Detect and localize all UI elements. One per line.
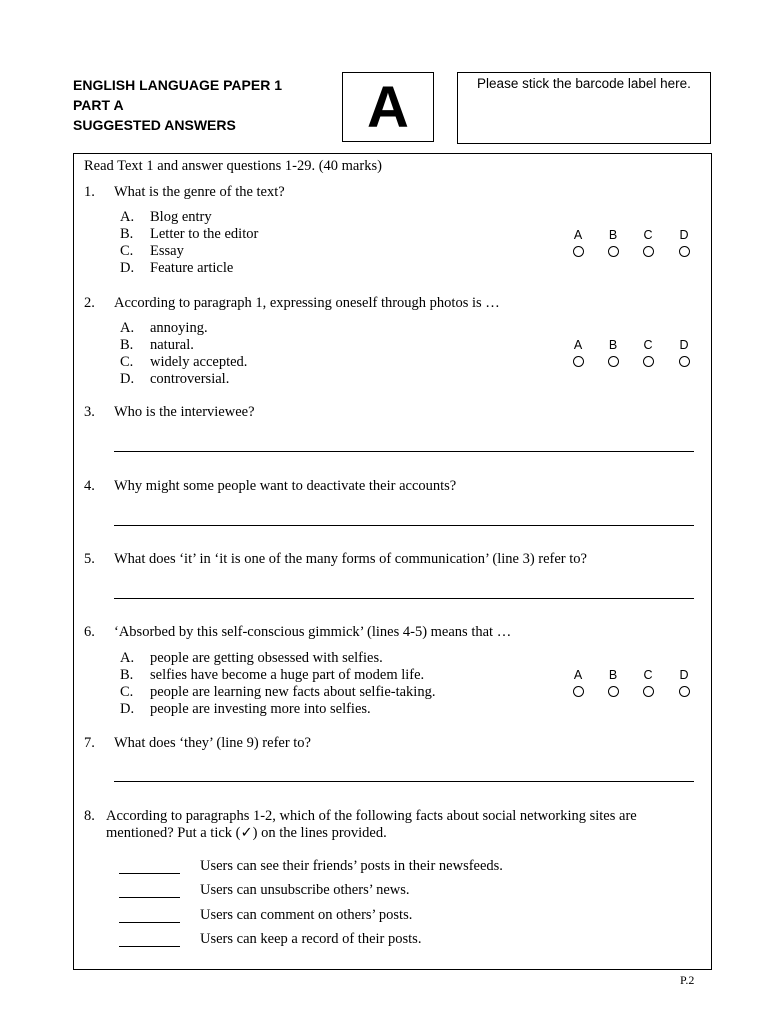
paper-title-line1: ENGLISH LANGUAGE PAPER 1 — [73, 77, 282, 93]
paper-version-box — [342, 72, 434, 142]
option-text: annoying. — [150, 320, 208, 336]
answer-bubble-b[interactable] — [608, 246, 619, 257]
bubble-label-c: C — [643, 228, 653, 242]
statement-text: Users can see their friends’ posts in their newsfeeds. — [200, 858, 503, 874]
answer-bubble-c[interactable] — [643, 686, 654, 697]
instructions: Read Text 1 and answer questions 1-29. (40 marks) — [84, 158, 382, 174]
question-number: 2. — [84, 295, 95, 311]
paper-title — [73, 75, 282, 135]
option-text: Feature article — [150, 260, 234, 276]
option-letter: A. — [120, 320, 135, 336]
answer-bubble-c[interactable] — [643, 246, 654, 257]
option-letter: C. — [120, 243, 134, 259]
option-text: natural. — [150, 337, 194, 353]
barcode-label-box — [457, 72, 711, 144]
question-text-line1: According to paragraphs 1-2, which of the following facts about social networking sites are — [106, 808, 637, 824]
question-number: 3. — [84, 404, 95, 420]
option-text: Letter to the editor — [150, 226, 259, 242]
tick-answer-line[interactable] — [119, 922, 180, 923]
barcode-label-text: Please stick the barcode label here. — [477, 76, 691, 91]
answer-bubble-a[interactable] — [573, 246, 584, 257]
answer-bubble-d[interactable] — [679, 686, 690, 697]
question-panel — [73, 153, 712, 970]
question-number: 1. — [84, 184, 95, 200]
answer-line[interactable] — [114, 451, 694, 452]
statement-text: Users can unsubscribe others’ news. — [200, 882, 410, 898]
bubble-label-b: B — [608, 228, 618, 242]
option-text: people are learning new facts about selfie-taking. — [150, 684, 436, 700]
answer-bubble-a[interactable] — [573, 686, 584, 697]
bubble-label-c: C — [643, 668, 653, 682]
option-letter: B. — [120, 667, 134, 683]
page-number: P.2 — [680, 973, 695, 987]
option-text: Essay — [150, 243, 184, 259]
answer-bubble-d[interactable] — [679, 356, 690, 367]
tick-answer-line[interactable] — [119, 897, 180, 898]
question-text: Why might some people want to deactivate their accounts? — [114, 478, 457, 494]
option-letter: D. — [120, 701, 135, 717]
option-letter: A. — [120, 650, 135, 666]
option-text: controversial. — [150, 371, 230, 387]
question-text: Who is the interviewee? — [114, 404, 255, 420]
tick-answer-line[interactable] — [119, 946, 180, 947]
option-letter: D. — [120, 371, 135, 387]
answer-bubble-b[interactable] — [608, 356, 619, 367]
bubble-label-d: D — [679, 228, 689, 242]
question-text-line2: mentioned? Put a tick (✓) on the lines provided. — [106, 825, 387, 841]
question-text: What does ‘they’ (line 9) refer to? — [114, 735, 311, 751]
question-number: 7. — [84, 735, 95, 751]
option-text: people are investing more into selfies. — [150, 701, 371, 717]
bubble-label-b: B — [608, 668, 618, 682]
question-text: According to paragraph 1, expressing oneself through photos is … — [114, 295, 500, 311]
question-number: 6. — [84, 624, 95, 640]
option-letter: A. — [120, 209, 135, 225]
option-letter: B. — [120, 337, 134, 353]
option-text: selfies have become a huge part of modem life. — [150, 667, 425, 683]
bubble-label-a: A — [573, 338, 583, 352]
answer-line[interactable] — [114, 525, 694, 526]
option-letter: D. — [120, 260, 135, 276]
paper-title-line3: SUGGESTED ANSWERS — [73, 117, 236, 133]
statement-text: Users can keep a record of their posts. — [200, 931, 422, 947]
answer-bubble-d[interactable] — [679, 246, 690, 257]
question-number: 4. — [84, 478, 95, 494]
option-text: Blog entry — [150, 209, 212, 225]
question-text: ‘Absorbed by this self-conscious gimmick’ (lines 4-5) means that … — [114, 624, 512, 640]
answer-line[interactable] — [114, 781, 694, 782]
option-letter: C. — [120, 354, 134, 370]
bubble-label-a: A — [573, 668, 583, 682]
bubble-label-c: C — [643, 338, 653, 352]
bubble-label-a: A — [573, 228, 583, 242]
option-letter: B. — [120, 226, 134, 242]
question-number: 5. — [84, 551, 95, 567]
question-text: What is the genre of the text? — [114, 184, 285, 200]
paper-version-letter: A — [367, 74, 409, 140]
paper-title-line2: PART A — [73, 97, 124, 113]
bubble-label-d: D — [679, 668, 689, 682]
tick-answer-line[interactable] — [119, 873, 180, 874]
bubble-label-d: D — [679, 338, 689, 352]
option-text: people are getting obsessed with selfies. — [150, 650, 383, 666]
bubble-label-b: B — [608, 338, 618, 352]
answer-bubble-a[interactable] — [573, 356, 584, 367]
answer-bubble-c[interactable] — [643, 356, 654, 367]
statement-text: Users can comment on others’ posts. — [200, 907, 413, 923]
answer-bubble-b[interactable] — [608, 686, 619, 697]
question-text: What does ‘it’ in ‘it is one of the many forms of communication’ (line 3) refer to? — [114, 551, 587, 567]
question-number: 8. — [84, 808, 95, 824]
answer-line[interactable] — [114, 598, 694, 599]
option-letter: C. — [120, 684, 134, 700]
option-text: widely accepted. — [150, 354, 248, 370]
